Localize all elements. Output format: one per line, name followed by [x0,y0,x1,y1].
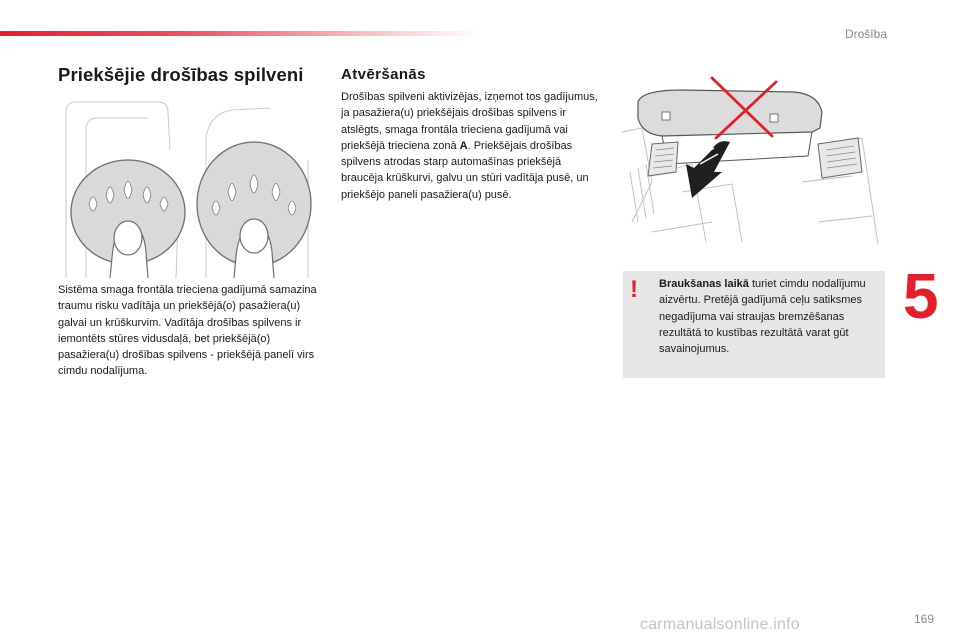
chapter-number: 5 [903,260,939,332]
warning-note [623,271,885,378]
deployment-text-part1: Drošības spilveni aktivizējas, izņemot tos gadījumus, ja pasažiera(u) priekšējais drošības spilvens ir atslēgts, smaga frontāla trieciena gadījumā vai priekšējā trieciena zonā [341,91,598,152]
intro-paragraph: Sistēma smaga frontāla trieciena gadījumā samazina traumu risku vadītāja un priekšējā(o) pasažiera(u) galvai un krūškurvim. Vadītāja drošības spilvens ir iemontēts stūres vidusdaļā, bet priekšējā(o) pasažiera(u) drošības spilvens - priekšējā panelī virs cimdu nodalījuma. [58,284,317,378]
zone-label: A [459,139,468,152]
page-number: 169 [913,612,934,626]
exclamation-warning-icon: ! [630,276,638,303]
watermark-text: carmanualsonline.info [640,616,800,633]
warning-text [659,276,877,357]
deployment-text-part2: . Priekšējais drošības spilvens atrodas starp automašīnas priekšējā braucēja krūškurvi, galvu un stūri vadītāja pusē, un priekšējo paneli pasažiera(u) pusē. [341,139,589,201]
deployment-paragraph [341,89,603,203]
deployment-heading: Atvēršanās [341,66,426,83]
page-title: Priekšējie drošības spilveni [58,64,304,85]
driver-airbag [71,160,185,278]
header-accent-bar [0,31,480,36]
airbag-occupants-illustration [58,100,316,278]
glovebox-illustration [622,72,884,244]
warning-emphasis: Braukšanas laikā [659,278,749,290]
open-direction-arrow [686,141,730,198]
warning-body: turiet cimdu nodalījumu aizvērtu. Pretējā gadījumā ceļu satiksmes negadījuma vai straujas bremzēšanas rezultātā to kustības rezultātā varat gūt savainojumus. [659,278,866,356]
section-title: Drošība [844,27,887,41]
passenger-airbag [197,142,311,278]
